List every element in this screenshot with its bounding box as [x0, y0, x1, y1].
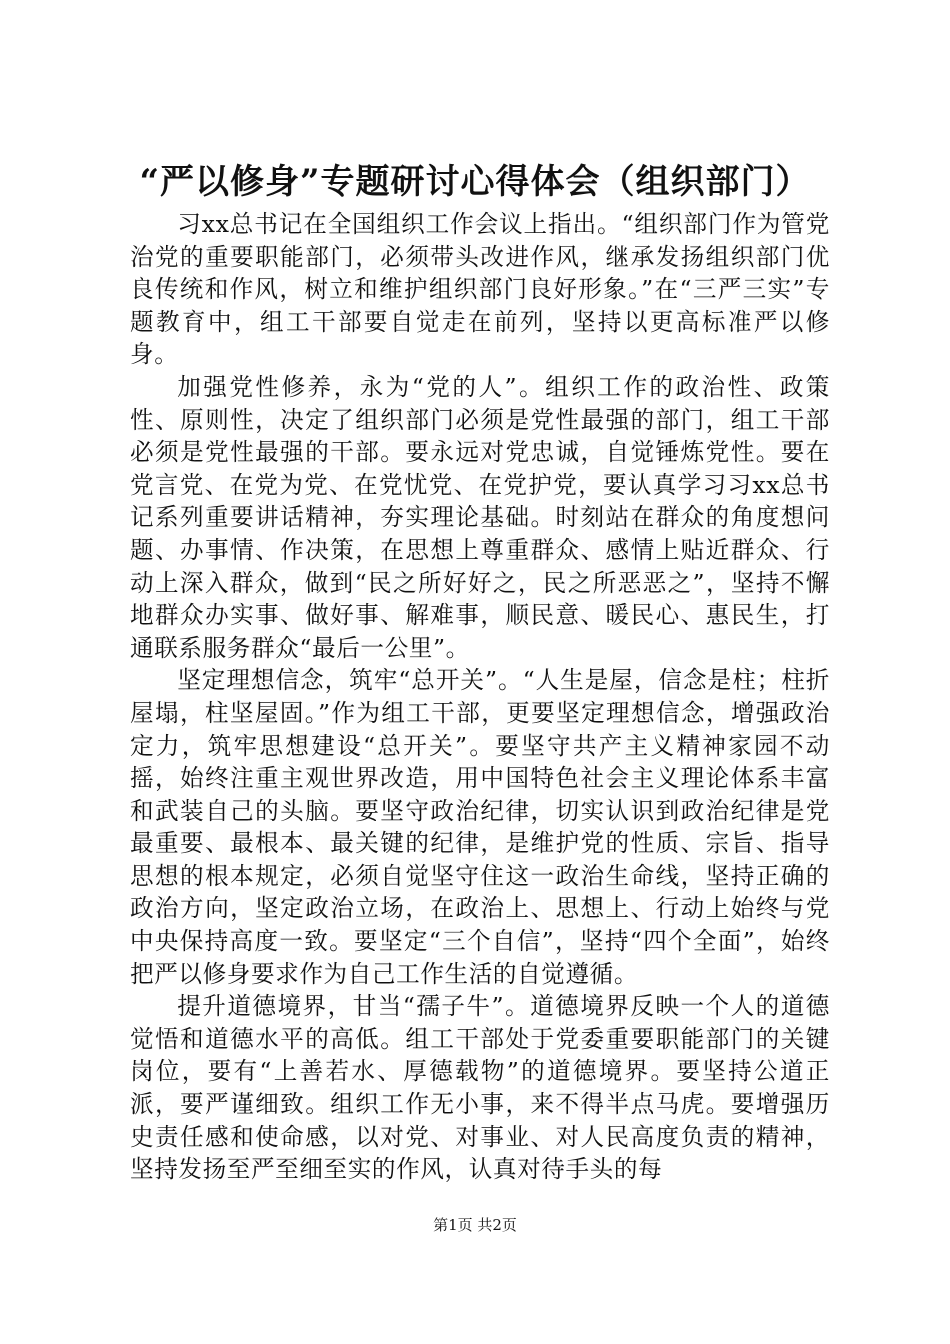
- paragraph-4: 提升道德境界，甘当“孺子牛”。道德境界反映一个人的道德觉悟和道德水平的高低。组工干部处于党委重要职能部门的关键岗位，要有“上善若水、厚德载物”的道德境界。要坚持公道正派，要严谨细致。组织工作无小事，来不得半点马虎。要增强历史责任感和使命感，以对党、对事业、对人民高度负责的精神，坚持发扬至严至细至实的作风，认真对待手头的每: [130, 992, 830, 1184]
- paragraph-1: 习xx总书记在全国组织工作会议上指出。“组织部门作为管党治党的重要职能部门，必须带头改进作风，继承发扬组织部门优良传统和作风，树立和维护组织部门良好形象。”在“三严三实”专题教育中，组工干部要自觉走在前列，坚持以更高标准严以修身。: [130, 210, 830, 369]
- page-number-footer: 第1页 共2页: [433, 1216, 517, 1234]
- paragraph-2: 加强党性修养，永为“党的人”。组织工作的政治性、政策性、原则性，决定了组织部门必须是党性最强的部门，组工干部必须是党性最强的干部。要永远对党忠诚，自觉锤炼党性。要在党言党、在党为党、在党忧党、在党护党，要认真学习习xx总书记系列重要讲话精神，夯实理论基础。时刻站在群众的角度想问题、办事情、作决策，在思想上尊重群众、感情上贴近群众、行动上深入群众，做到“民之所好好之，民之所恶恶之”，坚持不懈地群众办实事、做好事、解难事，顺民意、暖民心、惠民生，打通联系服务群众“最后一公里”。: [130, 372, 830, 662]
- paragraph-3: 坚定理想信念，筑牢“总开关”。“人生是屋，信念是柱；柱折屋塌，柱坚屋固。”作为组工干部，更要坚定理想信念，增强政治定力，筑牢思想建设“总开关”。要坚守共产主义精神家园不动摇，始终注重主观世界改造，用中国特色社会主义理论体系丰富和武装自己的头脑。要坚守政治纪律，切实认识到政治纪律是党最重要、最根本、最关键的纪律，是维护党的性质、宗旨、指导思想的根本规定，必须自觉坚守住这一政治生命线，坚持正确的政治方向，坚定政治立场，在政治上、思想上、行动上始终与党中央保持高度一致。要坚定“三个自信”，坚持“四个全面”，始终把严以修身要求作为自己工作生活的自觉遵循。: [130, 666, 830, 988]
- document-title: “严以修身”专题研讨心得体会（组织部门）: [139, 162, 811, 202]
- document-body: [130, 208, 830, 1188]
